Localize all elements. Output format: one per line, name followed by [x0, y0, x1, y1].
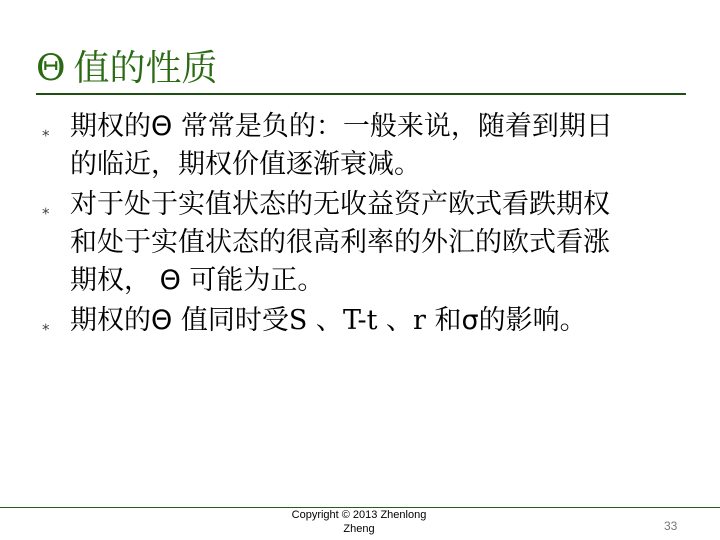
copyright-line: Copyright © 2013 Zhenlong: [291, 509, 427, 521]
bullet-item-2: [42, 186, 682, 300]
slide-title: [36, 40, 218, 91]
bullet-line: 对于处于实值状态的无收益资产欧式看跌期权: [70, 189, 610, 220]
bullet-star-icon: ⁎: [42, 316, 50, 334]
variable-s: S: [288, 305, 308, 336]
variable-r: r: [413, 305, 426, 336]
bullet-item-3: [42, 302, 682, 340]
copyright-line: Zheng: [343, 523, 375, 535]
bullet-line: 期权的Θ 常常是负的：一般来说，随着到期日: [70, 111, 613, 142]
bullet-text: 期权的Θ 值同时受: [70, 305, 289, 336]
bullet-line: [70, 302, 682, 340]
bullet-line: 期权， Θ 可能为正。: [70, 265, 325, 296]
separator: 、: [377, 305, 414, 336]
title-divider: [36, 93, 686, 95]
bullet-text: 和σ的影响。: [425, 305, 587, 336]
title-text: 值的性质: [73, 48, 218, 89]
separator: 、: [307, 305, 343, 336]
variable-t: T-t: [342, 305, 378, 336]
page-number: 33: [664, 519, 678, 533]
bullet-line: 和处于实值状态的很高利率的外汇的欧式看涨: [70, 227, 610, 258]
bullet-star-icon: ⁎: [42, 200, 50, 218]
footer-copyright: [270, 508, 448, 536]
theta-symbol: Θ: [36, 48, 66, 89]
bullet-star-icon: ⁎: [42, 122, 50, 140]
bullet-item-1: [42, 108, 682, 184]
bullet-list: [42, 108, 682, 342]
bullet-line: 的临近，期权价值逐渐衰减。: [70, 149, 421, 180]
